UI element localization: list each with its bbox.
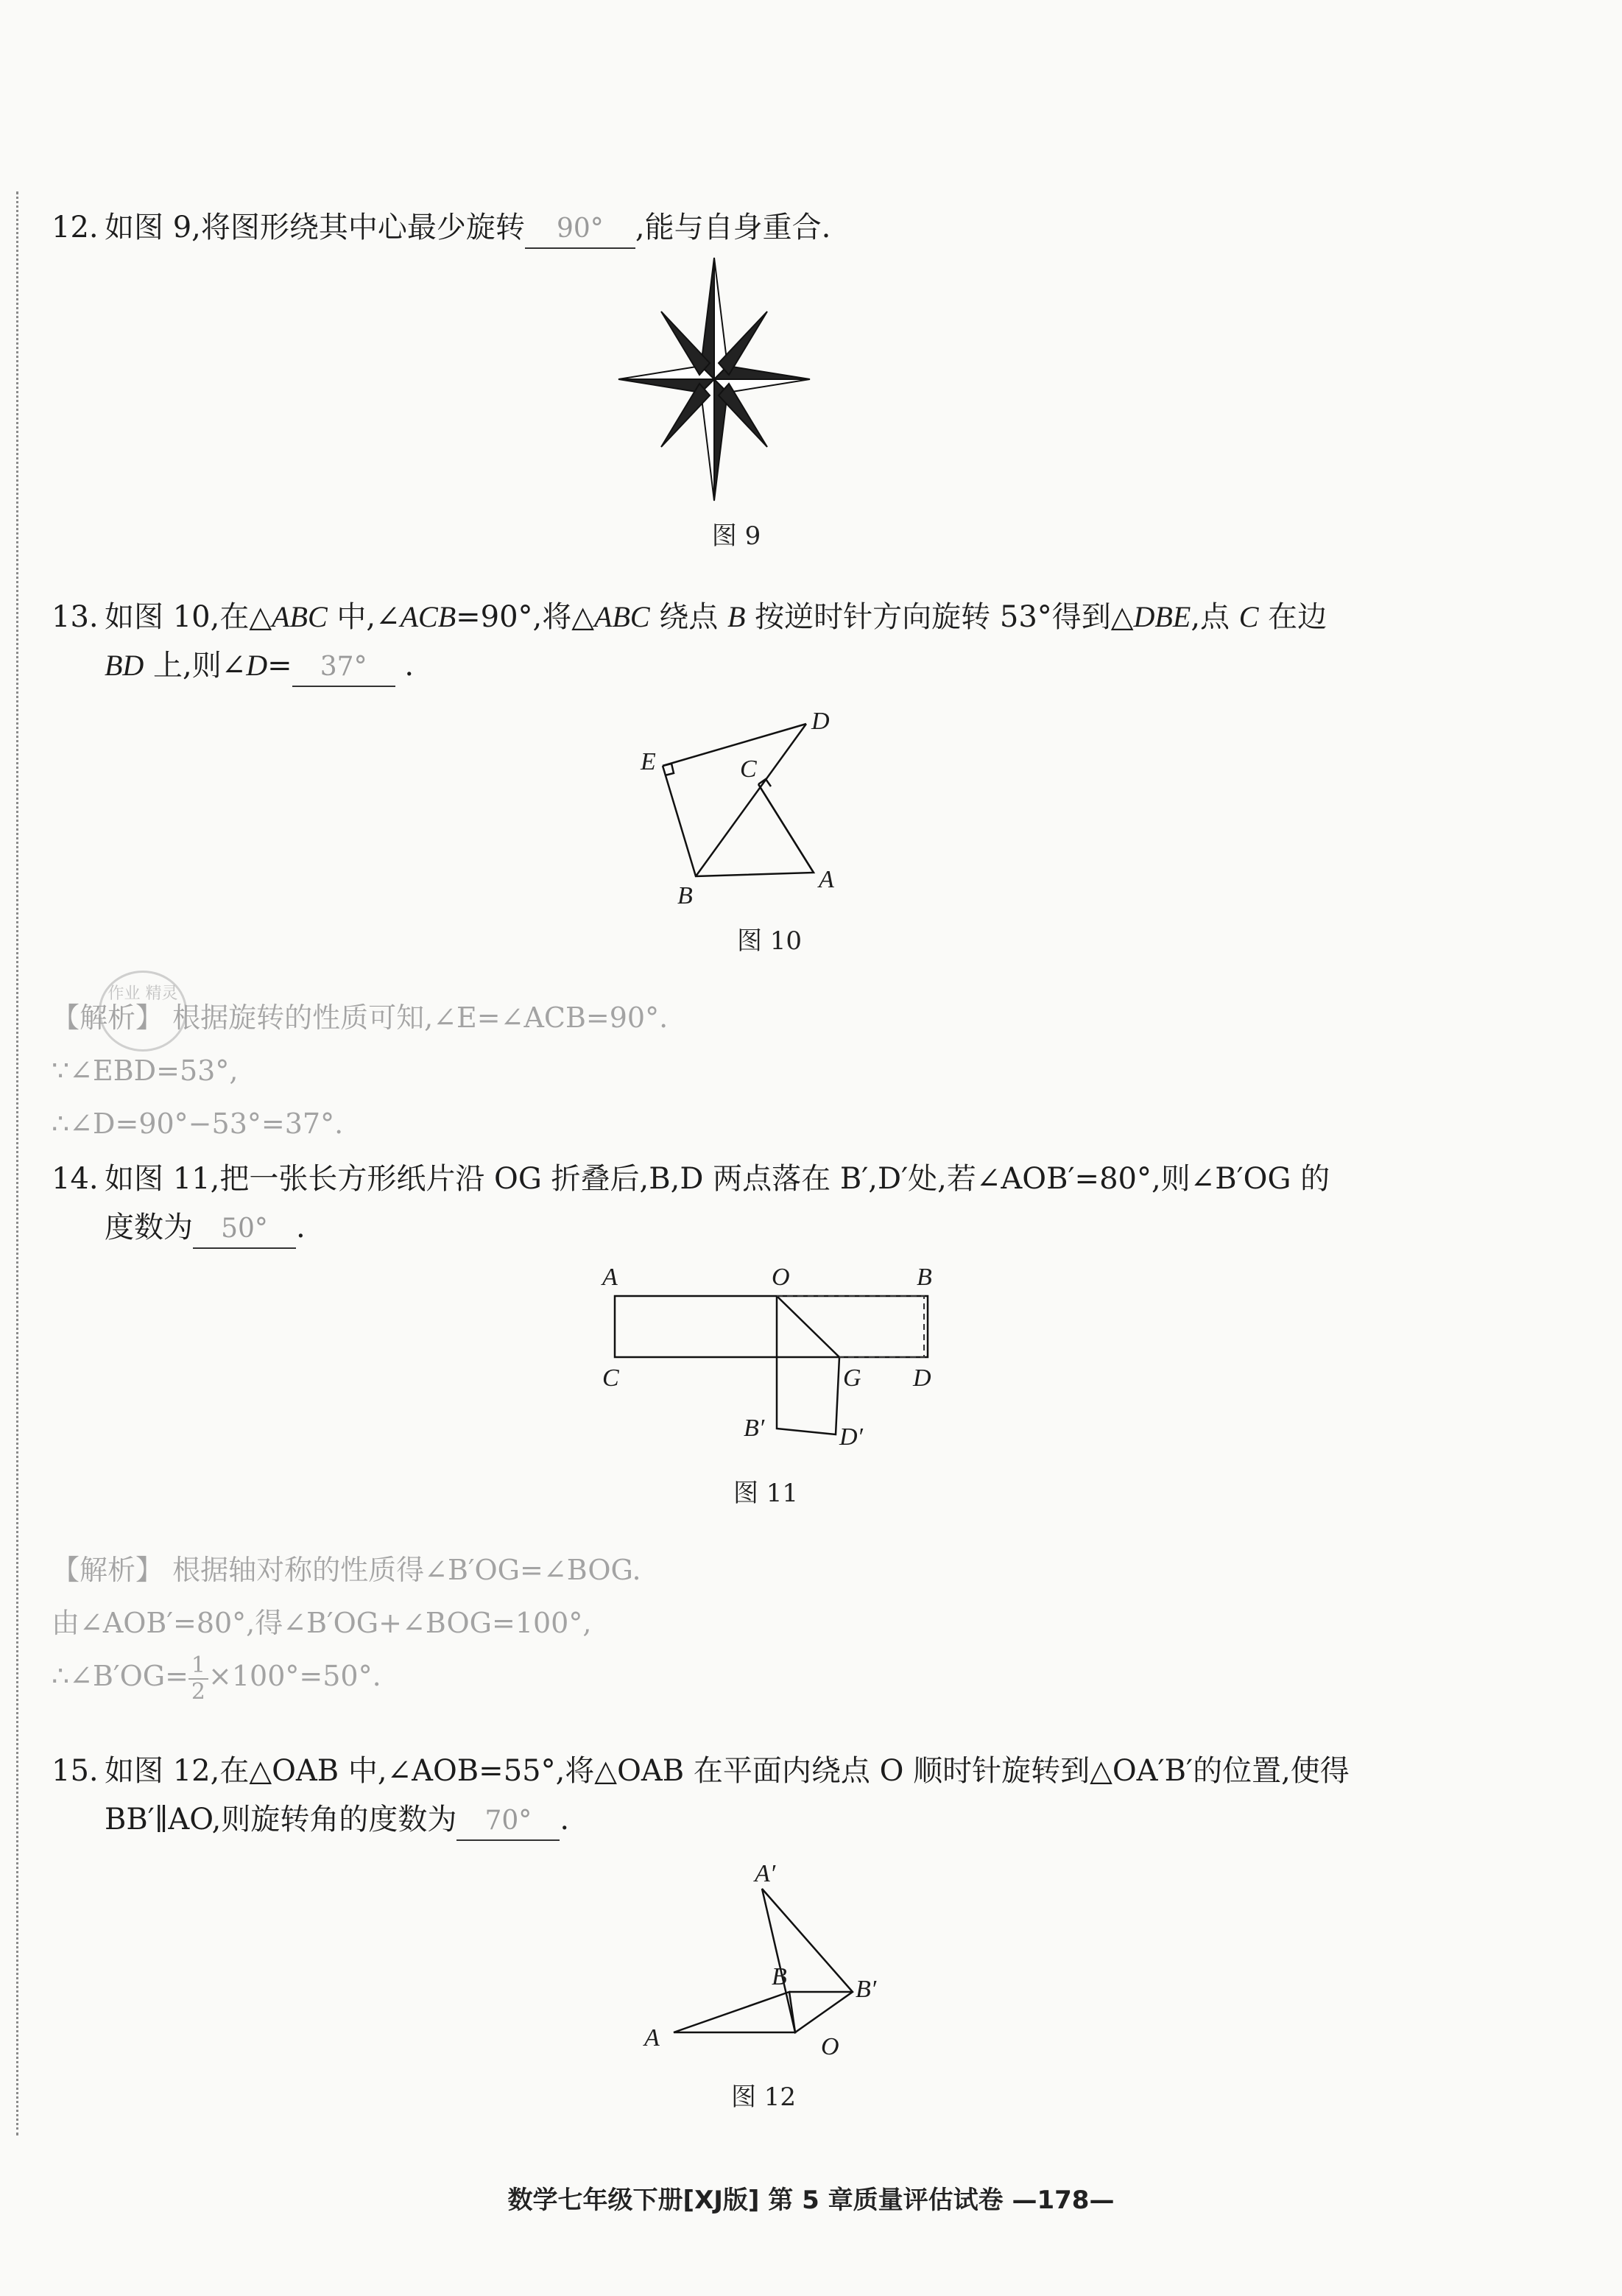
point-label-G: G <box>843 1364 861 1392</box>
binding-margin-line <box>16 191 18 2135</box>
math-var: ABC <box>272 600 328 633</box>
question-text: 如图 11,把一张长方形纸片沿 OG 折叠后,B,D 两点落在 B′,D′处,若∠AOB′=80°,则∠B′OG 的 <box>105 1162 1330 1196</box>
point-label-C: C <box>740 756 757 783</box>
figure-12-rotated-triangle <box>633 1856 913 2062</box>
question-text: =90°,将△ <box>456 600 595 634</box>
point-label-O: O <box>821 2033 839 2060</box>
solution-13 <box>52 991 668 1150</box>
math-var: D <box>246 649 268 682</box>
point-label-A: A <box>602 1264 618 1291</box>
point-label-B-prime: B′ <box>856 1976 877 2003</box>
question-text: ,能与自身重合. <box>635 211 831 244</box>
question-number: 14. <box>52 1162 99 1196</box>
point-label-D: D <box>811 708 830 735</box>
question-text: 按逆时针方向旋转 53°得到△ <box>745 600 1134 634</box>
question-13 <box>52 593 1327 690</box>
watermark-stamp: 作业 精灵 <box>99 971 187 1052</box>
point-label-B: B <box>772 1963 787 1990</box>
question-text: 如图 10,在△ <box>105 600 272 634</box>
figure-caption: 图 12 <box>730 2082 797 2112</box>
question-text: 绕点 <box>649 600 728 634</box>
answer-blank: 70° <box>456 1803 560 1841</box>
math-var: DBE <box>1133 600 1191 633</box>
question-text: 如图 9,将图形绕其中心最少旋转 <box>105 211 525 244</box>
solution-tag: 【解析】 <box>52 1554 164 1586</box>
solution-14 <box>52 1543 641 1705</box>
solution-line: ∴∠B′OG= <box>52 1660 188 1692</box>
question-12 <box>52 203 831 252</box>
figure-10-rotated-triangles <box>626 703 906 909</box>
point-label-D: D <box>913 1364 931 1392</box>
figure-11-folded-rectangle <box>589 1259 957 1465</box>
figure-caption: 图 11 <box>733 1479 799 1508</box>
answer-blank: 90° <box>525 211 635 249</box>
solution-line: ∵∠EBD=53°, <box>52 1054 239 1087</box>
question-text: 在边 <box>1258 600 1327 634</box>
point-label-B: B <box>917 1264 932 1291</box>
math-var: BD <box>105 649 144 682</box>
math-var: B <box>727 600 746 633</box>
solution-line: 根据轴对称的性质得∠B′OG=∠BOG. <box>172 1554 641 1586</box>
point-label-B-prime: B′ <box>744 1415 765 1442</box>
figure-caption: 图 10 <box>736 926 803 956</box>
figure-caption: 图 9 <box>711 521 761 551</box>
question-15 <box>52 1747 1350 1844</box>
question-text: 度数为 <box>105 1211 193 1244</box>
point-label-C: C <box>602 1364 619 1392</box>
question-14 <box>52 1155 1330 1252</box>
question-text: 上,则∠ <box>144 649 247 683</box>
question-text: = <box>267 649 292 683</box>
question-text: 如图 12,在△OAB 中,∠AOB=55°,将△OAB 在平面内绕点 O 顺时针旋转到△OA′B′的位置,使得 <box>105 1754 1350 1788</box>
fraction: $\frac{1}{2}$ <box>188 1653 208 1705</box>
question-text: . <box>560 1803 570 1837</box>
point-label-O: O <box>772 1264 790 1291</box>
question-number: 15. <box>52 1754 99 1788</box>
solution-line: ∴∠D=90°−53°=37°. <box>52 1107 344 1140</box>
point-label-A-prime: A′ <box>755 1860 776 1887</box>
point-label-B: B <box>677 882 693 909</box>
point-label-E: E <box>641 748 656 775</box>
solution-line: 由∠AOB′=80°,得∠B′OG+∠BOG=100°, <box>52 1607 592 1639</box>
point-label-A: A <box>644 2024 660 2052</box>
solution-tag: 【解析】 <box>52 1001 164 1034</box>
figure-9-compass-star <box>618 258 810 501</box>
question-text: 中,∠ <box>327 600 401 634</box>
answer-blank: 37° <box>292 649 395 687</box>
point-label-A: A <box>819 866 834 893</box>
question-text: . <box>296 1211 306 1244</box>
math-var: ABC <box>594 600 650 633</box>
question-text: BB′∥AO,则旋转角的度数为 <box>105 1803 457 1837</box>
answer-blank: 50° <box>193 1211 296 1249</box>
math-var: ACB <box>400 600 456 633</box>
question-number: 12. <box>52 211 99 244</box>
question-text: . <box>404 649 415 683</box>
solution-line: ×100°=50°. <box>208 1660 381 1692</box>
math-var: C <box>1238 600 1259 633</box>
page-footer: 数学七年级下册[XJ版] 第 5 章质量评估试卷 —178— <box>507 2186 1115 2215</box>
question-number: 13. <box>52 600 99 634</box>
question-text: ,点 <box>1191 600 1239 634</box>
solution-line: 根据旋转的性质可知,∠E=∠ACB=90°. <box>172 1001 669 1034</box>
point-label-D-prime: D′ <box>839 1423 863 1451</box>
